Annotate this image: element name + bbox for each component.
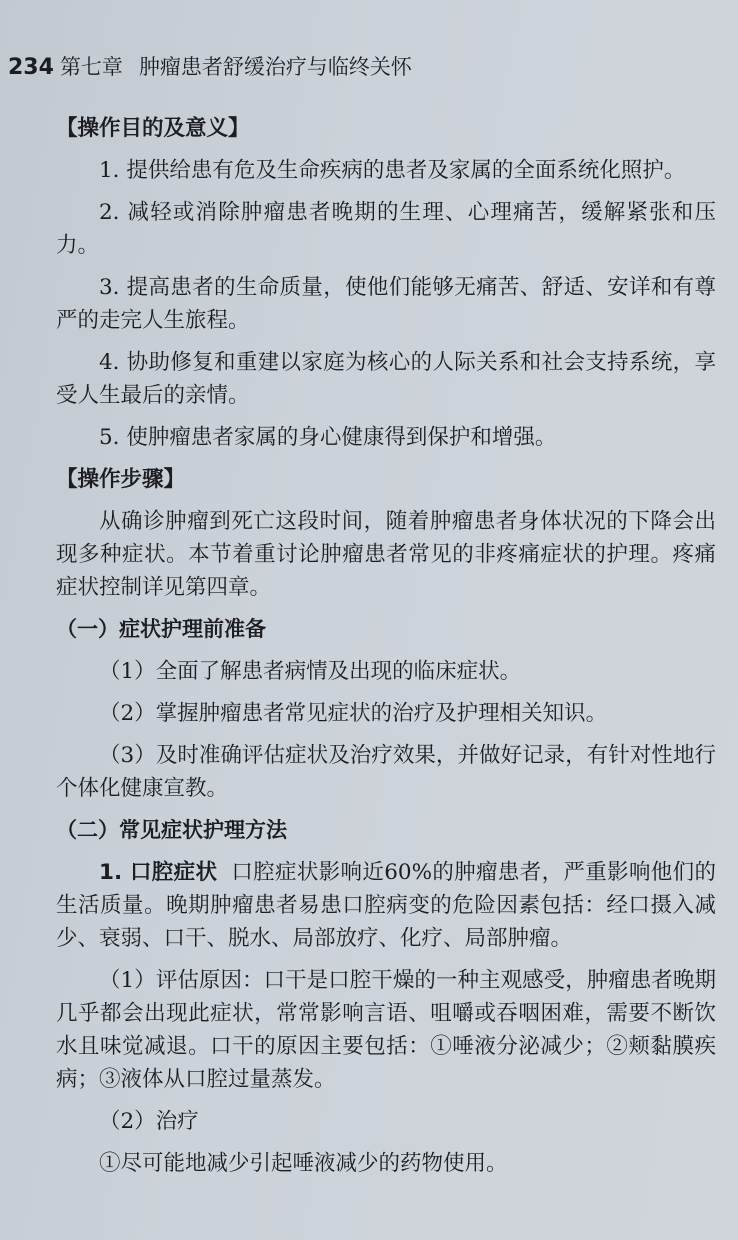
oral-symptoms-text: 口腔症状影响近60%的肿瘤患者，严重影响他们的生活质量。晚期肿瘤患者易患口腔病变的危险因素包括：经口摄入减少、衰弱、口干、脱水、局部放疗、化疗、局部肿瘤。	[56, 860, 716, 951]
chapter-label: 第七章	[59, 55, 123, 79]
section-heading-purpose: 【操作目的及意义】	[56, 116, 250, 141]
chapter-title: 肿瘤患者舒缓治疗与临终关怀	[138, 55, 412, 79]
oral-symptoms-lead: 1. 口腔症状	[99, 860, 218, 885]
page-body	[56, 112, 716, 1189]
subsection-heading-preparation: （一）症状护理前准备	[56, 617, 266, 641]
oral-symptoms-paragraph	[56, 856, 716, 955]
treatment-heading: （2）治疗	[99, 1109, 199, 1134]
treatment-item-1: ①尽可能地减少引起唾液减少的药物使用。	[99, 1151, 508, 1176]
purpose-item-4: 4. 协助修复和重建以家庭为核心的人际关系和社会支持系统，享受人生最后的亲情。	[56, 350, 716, 408]
page-number: 234	[8, 55, 54, 80]
purpose-item-2: 2. 减轻或消除肿瘤患者晚期的生理、心理痛苦，缓解紧张和压力。	[56, 200, 716, 258]
subsection-heading-methods: （二）常见症状护理方法	[56, 818, 287, 842]
preparation-item-2: （2）掌握肿瘤患者常见症状的治疗及护理相关知识。	[99, 701, 608, 726]
assessment-paragraph: （1）评估原因：口干是口腔干燥的一种主观感受，肿瘤患者晚期几乎都会出现此症状，常常影响言语、咀嚼或吞咽困难，需要不断饮水且味觉减退。口干的原因主要包括：①唾液分泌减少；②颊黏膜疾病；③液体从口腔过量蒸发。	[56, 968, 716, 1092]
preparation-item-3: （3）及时准确评估症状及治疗效果，并做好记录，有针对性地行个体化健康宣教。	[56, 743, 716, 801]
purpose-item-1: 1. 提供给患有危及生命疾病的患者及家属的全面系统化照护。	[99, 158, 686, 183]
steps-intro: 从确诊肿瘤到死亡这段时间，随着肿瘤患者身体状况的下降会出现多种症状。本节着重讨论肿瘤患者常见的非疼痛症状的护理。疼痛症状控制详见第四章。	[56, 509, 716, 600]
purpose-item-3: 3. 提高患者的生命质量，使他们能够无痛苦、舒适、安详和有尊严的走完人生旅程。	[56, 275, 716, 333]
purpose-item-5: 5. 使肿瘤患者家属的身心健康得到保护和增强。	[99, 425, 557, 450]
preparation-item-1: （1）全面了解患者病情及出现的临床症状。	[99, 659, 522, 684]
section-heading-steps: 【操作步骤】	[56, 467, 186, 492]
running-header	[8, 52, 728, 83]
